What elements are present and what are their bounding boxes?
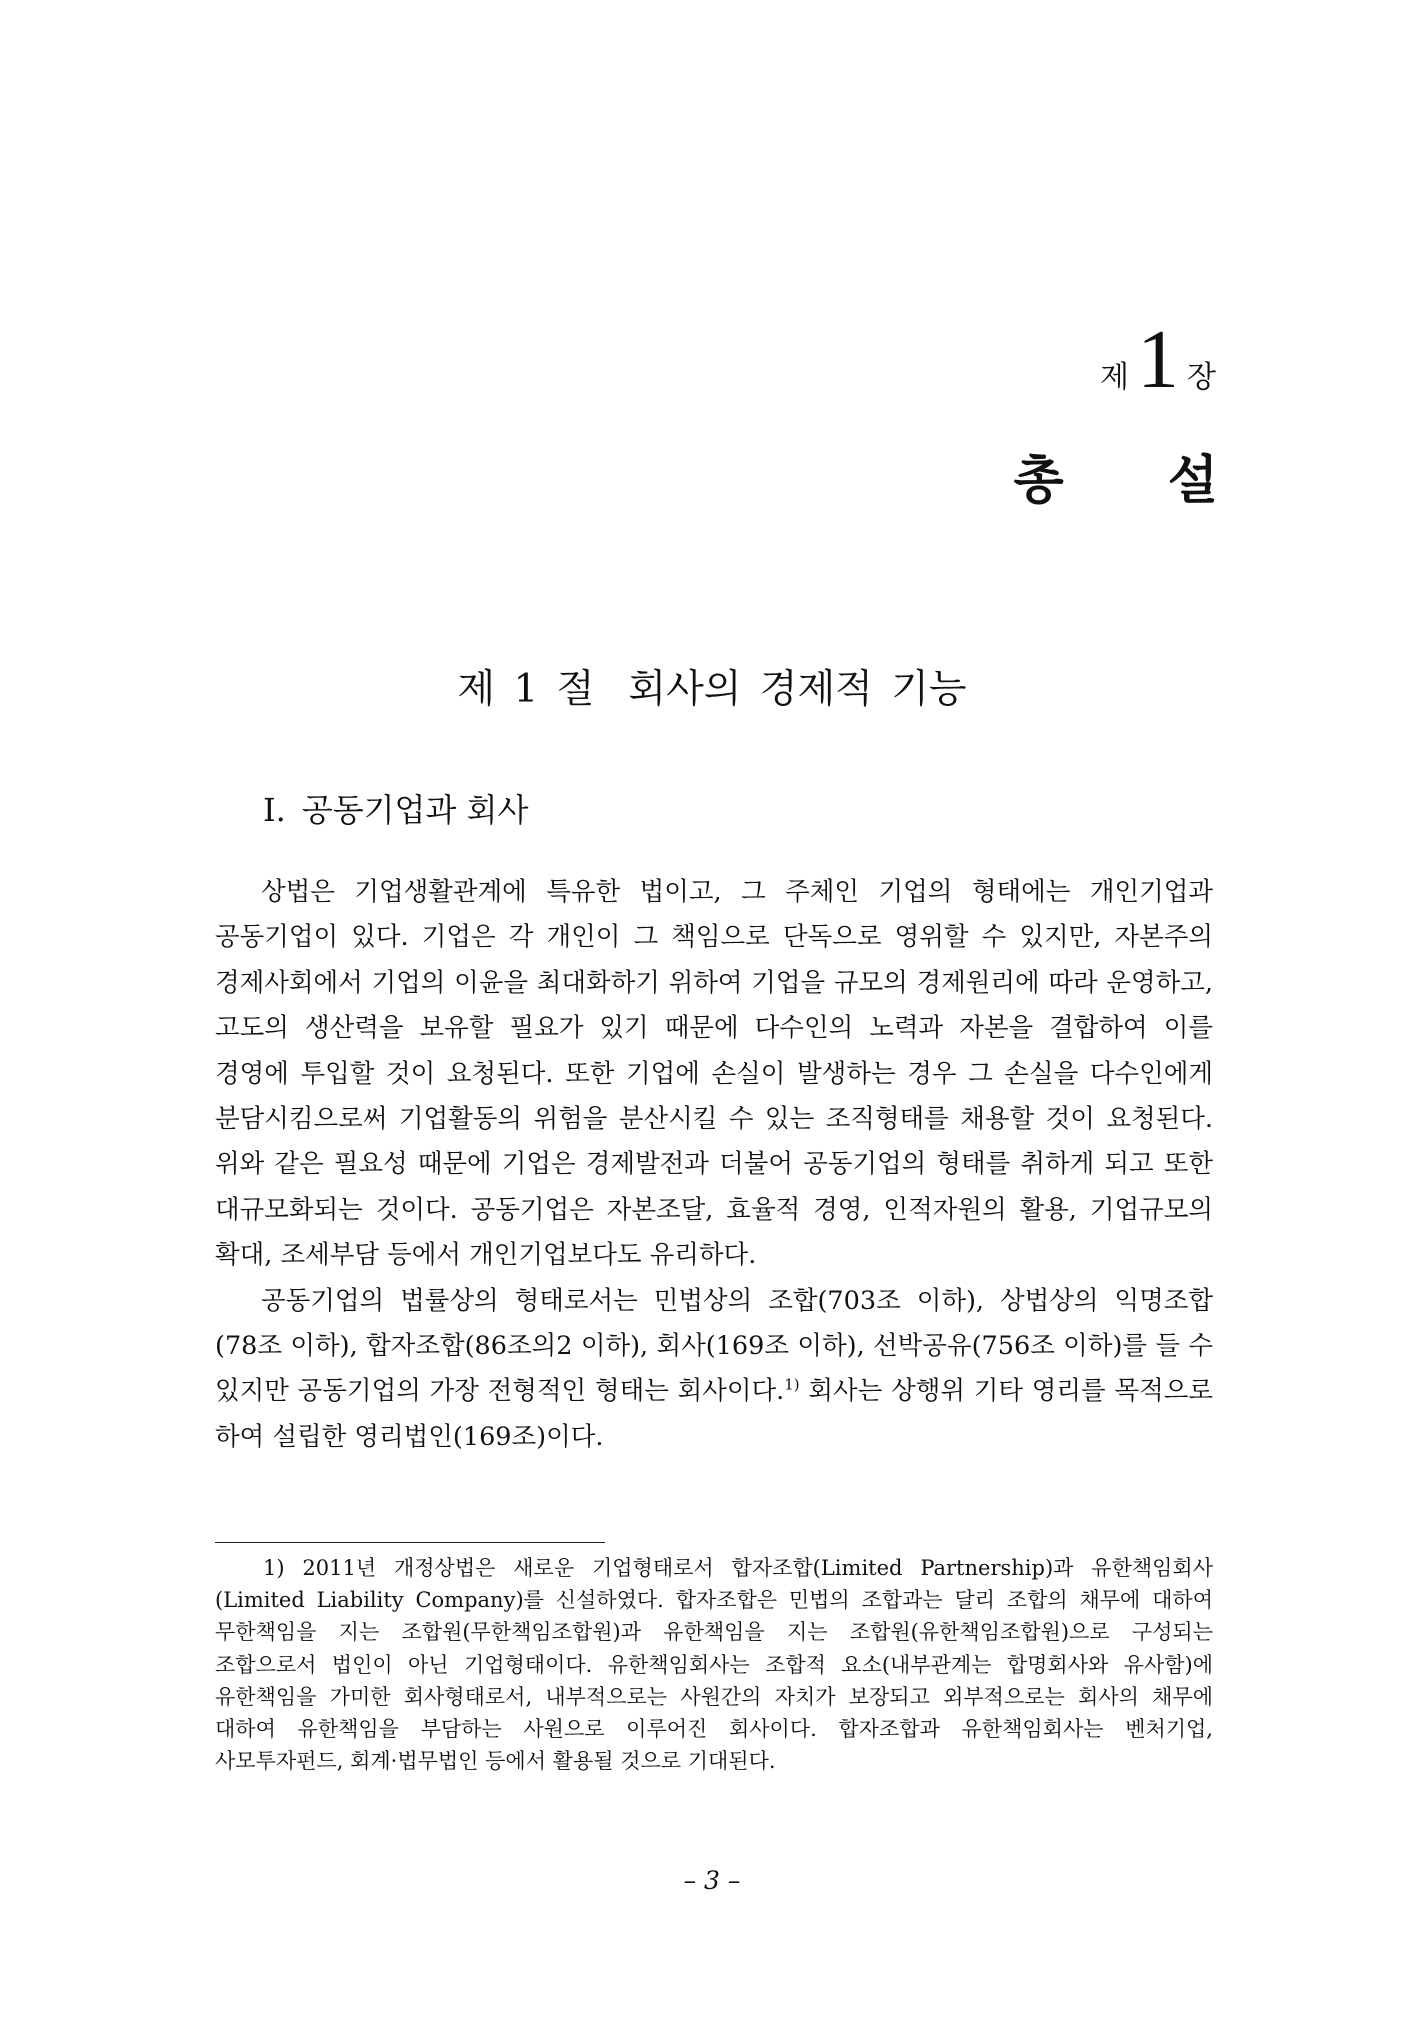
- subsection-numeral: Ⅰ.: [263, 791, 286, 829]
- chapter-number: 1: [1137, 313, 1180, 406]
- subsection-heading: [263, 785, 528, 831]
- footnote-divider: [215, 1542, 605, 1543]
- paragraph-text: 공동기업의 법률상의 형태로서는 민법상의 조합(703조 이하), 상법상의 익명조합(78조 이하), 합자조합(86조의2 이하), 회사(169조 이하), 선박공유(756조 이하)를 들 수 있지만 공동기업의 가장 전형적인 형태는 회사이다.: [215, 1285, 1213, 1407]
- chapter-title: [1014, 438, 1218, 513]
- paragraph-text: 상법은 기업생활관계에 특유한 법이고, 그 주체인 기업의 형태에는 개인기업과 공동기업이 있다. 기업은 각 개인이 그 책임으로 단독으로 영위할 수 있지만, 자본주의 경제사회에서 기업의 이윤을 최대화하기 위하여 기업을 규모의 경제원리에 따라 운영하고, 고도의 생산력을 보유할 필요가 있기 때문에 다수인의 노력과 자본을 결합하여 이를 경영에 투입할 것이 요청된다. 또한 기업에 손실이 발생하는 경우 그 손실을 다수인에게 분담시킴으로써 기업활동의 위험을 분산시킬 수 있는 조직형태를 채용할 것이 요청된다. 위와 같은 필요성 때문에 기업은 경제발전과 더불어 공동기업의 형태를 취하게 되고 또한 대규모화되는 것이다. 공동기업은 자본조달, 효율적 경영, 인적자원의 활용, 기업규모의 확대, 조세부담 등에서 개인기업보다도 유리하다.: [215, 877, 1213, 1271]
- section-label: 제 1 절: [457, 667, 595, 712]
- chapter-prefix: 제: [1100, 360, 1130, 395]
- paragraph: [215, 1279, 1213, 1461]
- footnote-reference[interactable]: 1): [784, 1375, 800, 1394]
- chapter-title-part1: 총: [1013, 450, 1064, 511]
- footnote-marker: 1): [263, 1556, 285, 1580]
- footnote: [215, 1552, 1213, 1777]
- subsection-title: 공동기업과 회사: [301, 791, 529, 829]
- paragraph-text: 회사는 상행위 기타 영리를 목적으로 하여 설립한 영리법인(169조)이다.: [215, 1376, 1213, 1452]
- chapter-title-part2: 설: [1167, 450, 1218, 511]
- page-number: – 3 –: [683, 1866, 741, 1895]
- chapter-heading: [1100, 313, 1216, 406]
- paragraph: [215, 870, 1213, 1279]
- footnote-text: 2011년 개정상법은 새로운 기업형태로서 합자조합(Limited Partnership)과 유한책임회사(Limited Liability Company)를 신설하였다. 합자조합은 민법의 조합과는 달리 조합의 채무에 대하여 무한책임을 지는 조합원(무한책임조합원)과 유한책임을 지는 조합원(유한책임조합원)으로 구성되는 조합으로서 법인이 아닌 기업형태이다. 유한책임회사는 조합적 요소(내부관계는 합명회사와 유사함)에 유한책임을 가미한 회사형태로서, 내부적으로는 사원간의 자치가 보장되고 외부적으로는 회사의 채무에 대하여 유한책임을 부담하는 사원으로 이루어진 회사이다. 합자조합과 유한책임회사는 벤처기업, 사모투자펀드, 회계·법무법인 등에서 활용될 것으로 기대된다.: [215, 1556, 1213, 1774]
- body-text: [215, 870, 1213, 1460]
- section-heading: [0, 658, 1424, 714]
- chapter-suffix: 장: [1187, 360, 1216, 395]
- section-title: 회사의 경제적 기능: [628, 667, 967, 712]
